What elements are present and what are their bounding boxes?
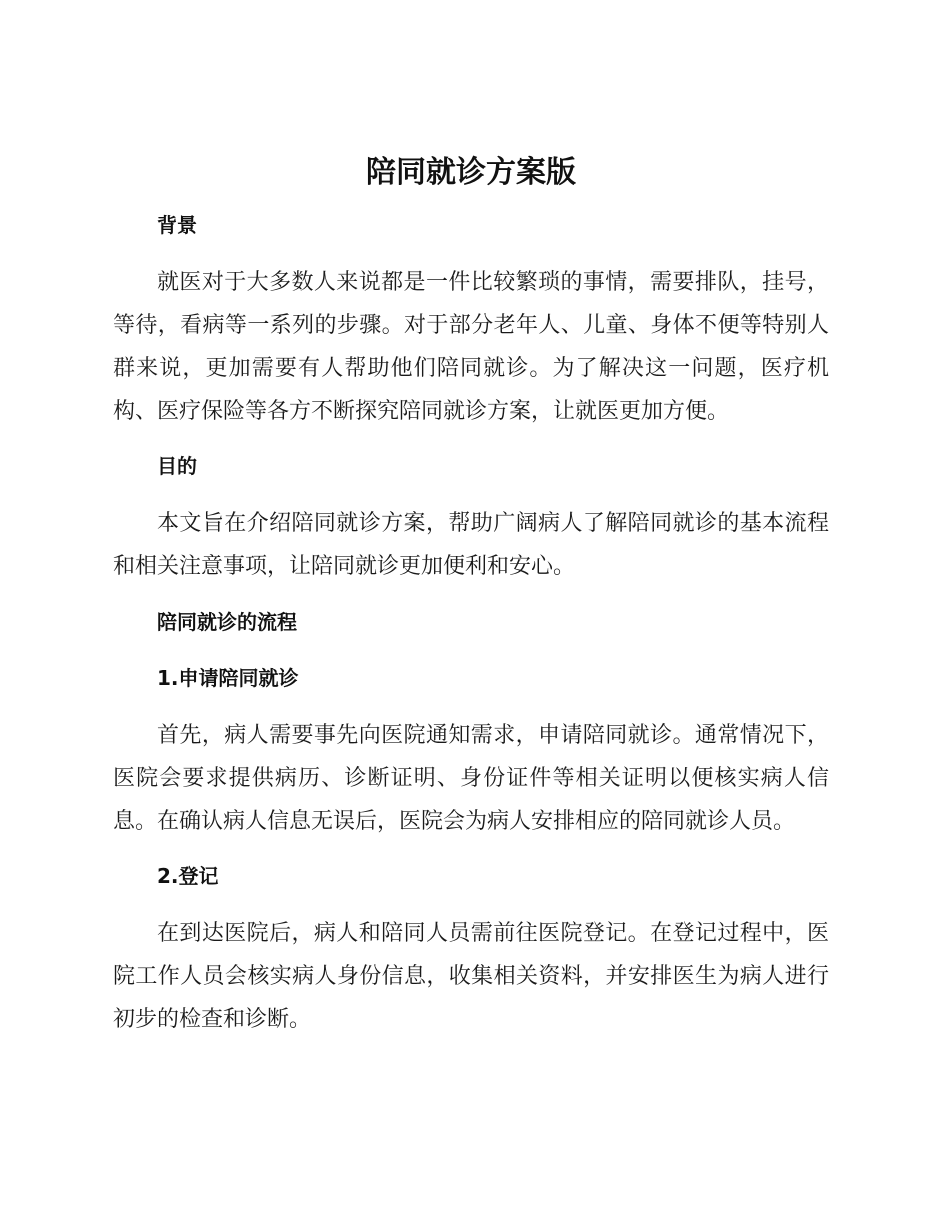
subsection-paragraph-register: 在到达医院后，病人和陪同人员需前往医院登记。在登记过程中，医院工作人员会核实病人身份信息，收集相关资料，并安排医生为病人进行初步的检查和诊断。 (113, 921, 829, 1032)
subsection-heading-apply: 1.申请陪同就诊 (157, 666, 299, 690)
document-title: 陪同就诊方案版 (366, 155, 576, 190)
section-heading-process: 陪同就诊的流程 (157, 610, 297, 634)
section-heading-background: 背景 (157, 213, 197, 237)
section-paragraph-background: 就医对于大多数人来说都是一件比较繁琐的事情，需要排队，挂号，等待，看病等一系列的步骤。对于部分老年人、儿童、身体不便等特别人群来说，更加需要有人帮助他们陪同就诊。为了解决这一问题，医疗机构、医疗保险等各方不断探究陪同就诊方案，让就医更加方便。 (113, 270, 829, 424)
section-heading-purpose: 目的 (157, 454, 197, 478)
section-paragraph-purpose: 本文旨在介绍陪同就诊方案，帮助广阔病人了解陪同就诊的基本流程和相关注意事项，让陪同就诊更加便利和安心。 (113, 511, 829, 579)
subsection-heading-register: 2.登记 (157, 864, 219, 888)
document-body (113, 150, 829, 1041)
subsection-paragraph-apply: 首先，病人需要事先向医院通知需求，申请陪同就诊。通常情况下，医院会要求提供病历、诊断证明、身份证件等相关证明以便核实病人信息。在确认病人信息无误后，医院会为病人安排相应的陪同就诊人员。 (113, 723, 829, 834)
